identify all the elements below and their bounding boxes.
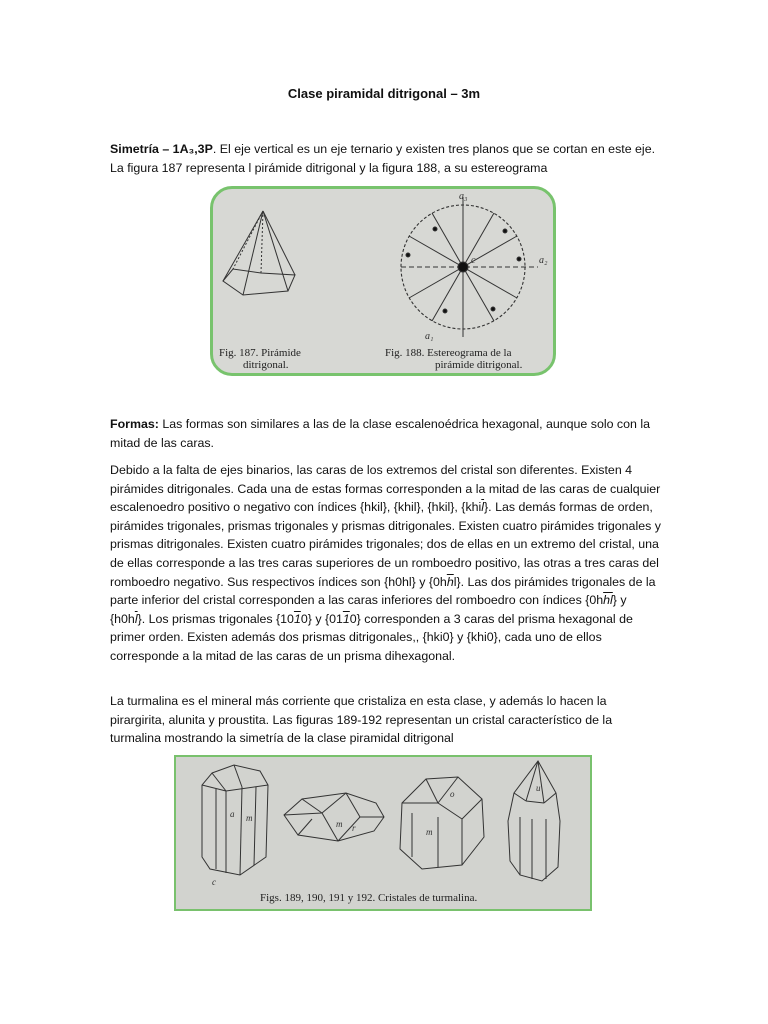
index-bar-4: $\overline{l}$: [134, 611, 138, 626]
paragraph-forms: [110, 415, 662, 452]
index-bar-3: $\overline{hl}$: [603, 593, 613, 608]
caption-fig-187: [219, 347, 301, 371]
forms-text: Las formas son similares a las de la clase escalenoédrica hexagonal, aunque solo con la mitad de las caras.: [110, 417, 650, 450]
index-bar-5: 1: [293, 611, 301, 626]
pyramid-and-stereogram-drawing: [213, 189, 553, 373]
forms-label: Formas:: [110, 417, 159, 431]
caption-fig-188: [385, 347, 522, 371]
pyramids-text-3: l}. Las dos pirámides trigonales de la parte inferior del cristal corresponden a las caras inferiores del romboedro con índices {0h: [110, 574, 656, 608]
tourmaline-crystals-drawing: [176, 757, 590, 909]
label-c-189: c: [212, 877, 216, 887]
index-bar-2: $\overline{h}$: [446, 574, 454, 589]
caption-fig-187-line1: Fig. 187. Pirámide: [219, 347, 301, 359]
index-bar-6: 1: [342, 611, 350, 626]
caption-figs-189-192: Figs. 189, 190, 191 y 192. Cristales de turmalina.: [260, 892, 478, 904]
axis-label-a1: a₁: [425, 331, 434, 342]
pyramids-text-5: }. Los prismas trigonales {10: [137, 611, 294, 626]
crystal-192-icon: [508, 761, 560, 881]
label-m-191: m: [426, 827, 433, 837]
pyramids-text-2: }. Las demás formas de orden, pirámides trigonales, prismas trigonales y prismas ditrigonales. Existen cuatro pirámides trigonales y prismas ditrigonales. Existen cuatro pirámides trigonales; dos de ellas en un extremo del cristal, una de ellas corresponde a las tres caras superiores de un romboedro positivo, las otras a tres caras del romboedro negativo. Sus respectivos índices son {h0hl} y {0h: [110, 500, 661, 589]
stereogram-icon: [401, 197, 538, 337]
label-m-189: m: [246, 813, 253, 823]
label-m-190: m: [336, 819, 343, 829]
label-a-189: a: [230, 809, 235, 819]
crystal-189-icon: [202, 765, 268, 875]
caption-fig-188-line2: pirámide ditrigonal.: [435, 359, 523, 371]
pyramids-text-1: Debido a la falta de ejes binarios, las caras de los extremos del cristal son diferentes. Existen 4 pirámides ditrigonales. Cada una de estas formas corresponden a la mitad de las caras de cualquier escalenoedro positivo o negativo con índices {hkil}, {khil}, {hkil}, {khi: [110, 463, 661, 515]
crystal-191-icon: [400, 777, 484, 869]
axis-label-c: c: [471, 255, 476, 266]
paragraph-tourmaline: La turmalina es el mineral más corriente que cristaliza en esta clase, y además lo hacen la pirargirita, alunita y proustita. Las figuras 189-192 representan un cristal característico de la turmalina mostrando la simetría de la clase piramidal ditrigonal: [110, 694, 613, 746]
caption-fig-187-line2: ditrigonal.: [243, 359, 289, 371]
axis-label-a2: a₂: [539, 255, 548, 266]
caption-fig-188-line1: Fig. 188. Estereograma de la: [385, 347, 512, 359]
paragraph-pyramids: [110, 461, 662, 666]
symmetry-label: Simetría – 1A₃,3P: [110, 142, 213, 156]
paragraph-symmetry: [110, 140, 662, 177]
axis-label-a3: a₃: [459, 191, 468, 202]
label-o-191: o: [450, 789, 455, 799]
figure-187-188: [210, 186, 556, 376]
label-r-190: r: [352, 823, 356, 833]
pyramids-text-4: } y {h0h: [110, 593, 627, 626]
ditrigonal-pyramid-icon: [223, 211, 295, 295]
page-title: Clase piramidal ditrigonal – 3m: [287, 86, 481, 101]
pyramids-text-7: 0} corresponden a 3 caras del prisma hexagonal de primer orden. Existen además dos prismas ditrigonales,, {hki0} y {khi0}, cada uno de ellos corresponde a la mitad de las caras de un prisma dihexagonal.: [110, 611, 633, 663]
figure-189-192: [174, 755, 592, 911]
pyramids-text-6: 0} y {01: [300, 611, 343, 626]
label-u-192: u: [536, 783, 541, 793]
symmetry-text: . El eje vertical es un eje ternario y existen tres planos que se cortan en este eje. La figura 187 representa l pirámide ditrigonal y la figura 188, a su estereograma: [110, 142, 656, 175]
index-bar-1: $\overline{l}$: [481, 500, 485, 515]
crystal-190-icon: [284, 793, 384, 841]
